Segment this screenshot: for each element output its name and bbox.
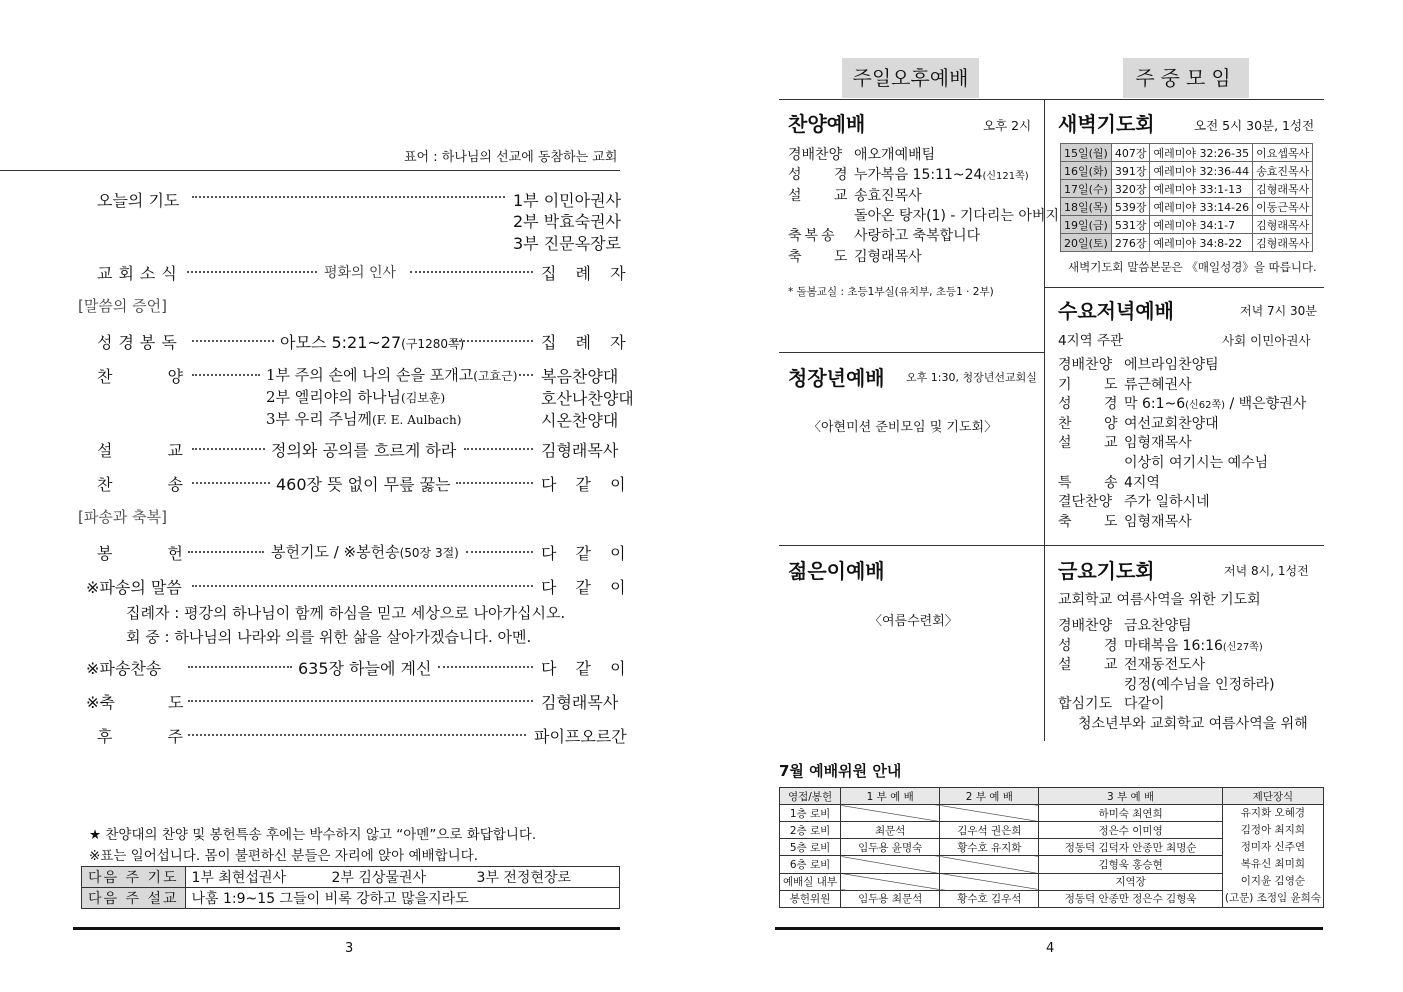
row-value xyxy=(1124,674,1275,694)
divider xyxy=(779,352,1044,353)
next-prayer-cell xyxy=(185,867,619,888)
next-sermon-label: 다음 주 설교 xyxy=(82,888,186,909)
duty-names: 황수호 김우석 xyxy=(940,890,1039,907)
dawn-text: 예레미야 34:8-22 xyxy=(1150,234,1253,252)
row-value-text: 사랑하고 축복합니다 xyxy=(854,228,981,245)
row-value-text: 다같이 xyxy=(1124,696,1165,713)
row-value-page: (신62쪽) xyxy=(1185,400,1226,412)
dots xyxy=(192,340,274,342)
row-value-text: 킹정(예수님을 인정하라) xyxy=(1124,676,1275,693)
row-key: 합심기도 xyxy=(1058,696,1113,713)
dawn-row xyxy=(1061,198,1313,216)
row-value xyxy=(854,225,980,245)
altar-cell xyxy=(1222,805,1323,908)
bottom-rule xyxy=(73,927,620,930)
row-value xyxy=(1124,472,1160,492)
dawn-preacher: 송효진목사 xyxy=(1253,162,1313,180)
dawn-prayer-title: 새벽기도회 xyxy=(1058,112,1155,136)
dawn-hymn: 320장 xyxy=(1111,180,1150,198)
duty-place: 5층 로비 xyxy=(780,839,841,856)
row-value-text: 에브라임찬양팀 xyxy=(1124,357,1219,373)
praise-worship-time: 오후 2시 xyxy=(983,118,1032,133)
row-value xyxy=(854,144,935,164)
praise-r3: 시온찬양대 xyxy=(541,411,619,430)
section-word: [말씀의 증언] xyxy=(78,297,167,315)
row-value xyxy=(854,246,922,266)
wed-worship-time: 저녁 7시 30분 xyxy=(1240,304,1317,318)
dawn-text: 예레미야 34:1-7 xyxy=(1150,216,1253,234)
postlude-right: 파이프오르간 xyxy=(534,727,627,746)
row-value xyxy=(1124,635,1263,655)
top-rule xyxy=(0,170,620,171)
row-value-text: 여선교회찬양대 xyxy=(1124,415,1219,432)
praise-l2-composer: (김보훈) xyxy=(401,391,446,405)
praise-label: 찬 양 xyxy=(97,367,183,386)
fri-prayer-title: 금요기도회 xyxy=(1058,559,1155,583)
offering-right: 다 같 이 xyxy=(541,544,626,563)
bless-right: 김형래목사 xyxy=(541,693,619,712)
send-word-label: ※파송의 말씀 xyxy=(86,578,182,597)
row-value-text: 4지역 xyxy=(1124,474,1160,491)
dawn-date: 20일(토) xyxy=(1061,234,1112,252)
send-hymn-title: 635장 하늘에 계신 xyxy=(298,659,432,678)
offering-hymn-no: (50장 3절) xyxy=(399,546,459,560)
next-prayer-1: 1부 최현섭권사 xyxy=(191,870,287,886)
dawn-preacher: 김형래목사 xyxy=(1253,216,1313,234)
duty-names xyxy=(940,805,1039,822)
dawn-preacher: 김형래목사 xyxy=(1253,180,1313,198)
liturgy-congregation: 회 중 : 하나님의 나라와 의를 위한 삶을 살아가겠습니다. 아멘. xyxy=(126,628,532,646)
row-key: 성 경 xyxy=(788,167,851,184)
row-value-extra: / 백은향권사 xyxy=(1225,396,1307,413)
row-value-text: 돌아온 탕자(1) - 기다리는 아버지 xyxy=(854,207,1059,224)
praise-r1: 복음찬양대 xyxy=(541,367,619,386)
news-right: 집 례 자 xyxy=(541,264,626,283)
row-value-text: 애오개예배팀 xyxy=(854,147,936,163)
bless-label: ※축 도 xyxy=(86,693,184,712)
duty-names: 정동덕 안종만 정은수 김형욱 xyxy=(1039,890,1222,907)
dawn-note: 새벽기도회 말씀본문은 《매일성경》을 따릅니다. xyxy=(1068,260,1317,274)
duty-names: 임두용 최문석 xyxy=(841,890,940,907)
dots xyxy=(188,551,264,553)
dawn-row xyxy=(1061,144,1313,162)
dawn-date: 16일(화) xyxy=(1061,162,1112,180)
row-key: 경배찬양 xyxy=(788,147,843,163)
dots xyxy=(438,666,533,668)
dawn-schedule-table xyxy=(1060,143,1313,252)
row-value xyxy=(1124,413,1219,433)
dawn-row xyxy=(1061,162,1313,180)
wed-worship-title: 수요저녁예배 xyxy=(1058,299,1174,323)
section-send: [파송과 축복] xyxy=(78,508,167,526)
dawn-row xyxy=(1061,216,1313,234)
row-value-text: 임형재목사 xyxy=(1124,435,1192,452)
offering-label: 봉 헌 xyxy=(97,544,183,563)
row-value xyxy=(1124,511,1192,531)
duty-names xyxy=(940,856,1039,873)
row-key: 성 경 xyxy=(1058,396,1121,413)
prayer-2: 2부 박효숙권사 xyxy=(513,212,622,231)
dawn-text: 예레미야 32:26-35 xyxy=(1150,144,1253,162)
duty-names xyxy=(841,856,940,873)
duty-names xyxy=(940,873,1039,890)
scripture-page: (구1280쪽) xyxy=(401,337,465,351)
sermon-label: 설 교 xyxy=(97,441,183,460)
next-prayer-3: 3부 전정현장로 xyxy=(476,870,572,886)
sermon-right: 김형래목사 xyxy=(541,441,619,460)
next-sermon-text: 나훔 1:9~15 그들이 비록 강하고 많을지라도 xyxy=(185,888,619,909)
duty-names: 하미숙 최연희 xyxy=(1039,805,1222,822)
dawn-row xyxy=(1061,234,1313,252)
duty-header: 1 부 예 배 xyxy=(841,788,940,805)
dots xyxy=(410,271,533,273)
prayer-label: 오늘의 기도 xyxy=(97,191,180,210)
hymn-title: 460장 뜻 없이 무릎 꿇는 xyxy=(276,475,451,494)
tab-sunday-afternoon: 주일오후예배 xyxy=(842,58,979,98)
row-key: 결단찬양 xyxy=(1058,494,1113,511)
bottom-rule xyxy=(775,927,1323,930)
row-value xyxy=(1124,452,1268,472)
duty-place: 예배실 내부 xyxy=(780,873,841,890)
duty-names: 정은수 이미영 xyxy=(1039,822,1222,839)
youth-worship-text: 〈아현미션 준비모임 및 기도회〉 xyxy=(808,420,998,435)
duty-place: 2층 로비 xyxy=(780,822,841,839)
row-value xyxy=(1124,374,1192,394)
praise-l2 xyxy=(266,386,445,407)
row-value-text: 누가복음 15:11~24 xyxy=(854,167,983,184)
dots xyxy=(188,734,526,736)
row-value xyxy=(854,205,1059,225)
row-value-text: 송효진목사 xyxy=(854,187,922,204)
young-worship-text: 〈여름수련회〉 xyxy=(869,614,958,629)
dawn-text: 예레미야 33:14-26 xyxy=(1150,198,1253,216)
row-value-text: 전재동전도사 xyxy=(1124,657,1206,674)
fri-prayer-time: 저녁 8시, 1성전 xyxy=(1224,564,1309,578)
scripture-label: 성경봉독 xyxy=(97,333,183,352)
dots xyxy=(192,482,270,484)
dawn-preacher: 이동근목사 xyxy=(1253,198,1313,216)
duty-header: 3 부 예 배 xyxy=(1039,788,1222,805)
duty-place: 6층 로비 xyxy=(780,856,841,873)
postlude-label: 후 주 xyxy=(97,727,183,746)
duty-header: 제단장식 xyxy=(1222,788,1323,805)
page-number: 4 xyxy=(1046,941,1055,956)
dots xyxy=(519,374,533,376)
duty-names: 김우석 권은희 xyxy=(940,822,1039,839)
page-number: 3 xyxy=(345,941,354,956)
news-mid: 평화의 인사 xyxy=(324,265,397,281)
altar-name: 유지화 오혜경 xyxy=(1240,807,1305,819)
send-word-right: 다 같 이 xyxy=(541,578,626,597)
next-prayer-2: 2부 김상물권사 xyxy=(331,870,427,886)
dawn-row xyxy=(1061,180,1313,198)
dawn-date: 18일(목) xyxy=(1061,198,1112,216)
duty-table xyxy=(779,787,1324,908)
row-key: 찬 양 xyxy=(1058,415,1121,432)
row-value xyxy=(1124,654,1205,674)
row-value-text: 이상히 여기시는 예수님 xyxy=(1124,455,1269,471)
row-value xyxy=(1124,491,1210,511)
row-key: 특 송 xyxy=(1058,474,1121,491)
hymn-right: 다 같 이 xyxy=(541,475,626,494)
duty-header: 2 부 예 배 xyxy=(940,788,1039,805)
youth-worship-time: 오후 1:30, 청장년선교회실 xyxy=(906,371,1037,384)
youth-worship-title: 청장년예배 xyxy=(788,366,885,390)
row-value xyxy=(1124,615,1192,635)
scripture-text: 아모스 5:21~27 xyxy=(280,333,402,352)
dots xyxy=(188,700,533,702)
column-divider xyxy=(1044,99,1045,741)
dawn-preacher: 이요셉목사 xyxy=(1253,144,1313,162)
duty-names: 임두용 윤명숙 xyxy=(841,839,940,856)
praise-l3-text: 3부 우리 주님께 xyxy=(266,410,373,428)
dawn-hymn: 407장 xyxy=(1111,144,1150,162)
fri-subtitle: 교회학교 여름사역을 위한 기도회 xyxy=(1058,592,1261,608)
dawn-text: 예레미야 33:1-13 xyxy=(1150,180,1253,198)
row-value xyxy=(1124,393,1306,413)
dots xyxy=(466,551,533,553)
motto: 표어 : 하나님의 선교에 동참하는 교회 xyxy=(404,150,618,165)
row-value xyxy=(1124,693,1165,713)
scripture-mid xyxy=(280,330,464,353)
divider xyxy=(779,545,1324,546)
prayer-3: 3부 진문옥장로 xyxy=(513,234,622,253)
care-note: * 돌봄교실 : 초등1부실(유치부, 초등1 · 2부) xyxy=(788,286,994,298)
row-value xyxy=(1124,432,1192,452)
duty-names: 정동덕 김덕자 안종만 최명순 xyxy=(1039,839,1222,856)
praise-l2-text: 2부 엘리야의 하나님 xyxy=(266,388,402,406)
row-value xyxy=(1124,354,1219,374)
liturgy-leader: 집례자 : 평강의 하나님이 함께 하심을 믿고 세상으로 나아가십시오. xyxy=(126,604,566,622)
row-value xyxy=(854,185,922,205)
duty-names: 지역장 xyxy=(1039,873,1222,890)
duty-names: 황수호 유지화 xyxy=(940,839,1039,856)
duty-header: 영접/봉헌 xyxy=(780,788,841,805)
duty-names xyxy=(841,805,940,822)
tab-weekday: 주중모임 xyxy=(1123,58,1249,98)
dots xyxy=(192,196,505,198)
row-key: 기 도 xyxy=(1058,376,1121,393)
dawn-date: 15일(월) xyxy=(1061,144,1112,162)
row-key: 축 도 xyxy=(1058,513,1121,530)
praise-l3-composer: (F. E. Aulbach) xyxy=(372,413,462,427)
row-value xyxy=(1078,713,1308,733)
dawn-date: 17일(수) xyxy=(1061,180,1112,198)
news-label: 교회소식 xyxy=(97,264,183,283)
praise-l1-composer: (고효근) xyxy=(473,369,518,383)
praise-l1 xyxy=(266,364,517,385)
duty-row xyxy=(780,805,1324,822)
duty-place: 1층 로비 xyxy=(780,805,841,822)
dots xyxy=(464,448,533,450)
dawn-date: 19일(금) xyxy=(1061,216,1112,234)
row-value-page: (신27쪽) xyxy=(1222,641,1263,653)
row-value-page: (신121쪽) xyxy=(982,171,1029,183)
offering-text: 봉헌기도 / ※봉헌송 xyxy=(271,543,400,561)
duty-names: 김형욱 홍승현 xyxy=(1039,856,1222,873)
altar-name: (고문) 조정임 윤희숙 xyxy=(1224,892,1321,904)
dots xyxy=(192,585,533,587)
dawn-hymn: 531장 xyxy=(1111,216,1150,234)
scripture-right: 집 례 자 xyxy=(541,333,626,352)
note-applause: ★ 찬양대의 찬양 및 봉헌특송 후에는 박수하지 않고 “아멘”으로 화답합니다. xyxy=(89,827,537,843)
dawn-text: 예레미야 32:36-44 xyxy=(1150,162,1253,180)
dots xyxy=(192,448,265,450)
row-value xyxy=(854,164,1029,184)
row-value-text: 임형재목사 xyxy=(1124,513,1192,530)
duty-names: 최문석 xyxy=(841,822,940,839)
row-key: 설 교 xyxy=(1058,435,1121,452)
row-key: 축 도 xyxy=(788,248,851,265)
dawn-hymn: 539장 xyxy=(1111,198,1150,216)
sermon-title: 정의와 공의를 흐르게 하라 xyxy=(271,441,457,460)
wed-host: 4지역 주관 xyxy=(1058,333,1124,349)
offering-mid xyxy=(271,541,459,562)
row-key: 축복송 xyxy=(788,228,838,245)
row-value-text: 금요찬양팀 xyxy=(1124,618,1192,634)
note-stand: ※표는 일어섭니다. 몸이 불편하신 분들은 자리에 앉아 예배합니다. xyxy=(89,848,478,864)
altar-name: 김정아 최지희 xyxy=(1240,824,1305,836)
altar-name: 이지윤 김영순 xyxy=(1240,875,1305,887)
dawn-prayer-time: 오전 5시 30분, 1성전 xyxy=(1194,118,1315,133)
next-prayer-label: 다음 주 기도 xyxy=(82,867,186,888)
dots xyxy=(456,482,533,484)
row-key: 경배찬양 xyxy=(1058,618,1113,634)
hymn-label: 찬 송 xyxy=(97,475,183,494)
divider xyxy=(1044,287,1324,288)
praise-l3 xyxy=(266,408,461,429)
dots xyxy=(187,271,317,273)
praise-worship-title: 찬양예배 xyxy=(788,112,866,136)
wed-moderator: 사회 이민아권사 xyxy=(1222,333,1311,348)
row-value-text: 류근혜권사 xyxy=(1124,376,1192,393)
duty-names xyxy=(841,873,940,890)
row-value-text: 김형래목사 xyxy=(854,248,922,265)
duty-place: 봉헌위원 xyxy=(780,890,841,907)
duty-header-row xyxy=(780,788,1324,805)
altar-name: 정미자 신주연 xyxy=(1240,841,1305,853)
duty-title: 7월 예배위원 안내 xyxy=(779,762,902,780)
dawn-preacher: 김형래목사 xyxy=(1253,234,1313,252)
altar-name: 복유신 최미희 xyxy=(1240,858,1305,870)
row-value-text: 마태복음 16:16 xyxy=(1124,637,1223,654)
praise-r2: 호산나찬양대 xyxy=(541,389,634,408)
row-value-text: 주가 일하시네 xyxy=(1124,494,1210,511)
row-value-text: 막 6:1~6 xyxy=(1124,396,1186,413)
dawn-hymn: 391장 xyxy=(1111,162,1150,180)
send-hymn-right: 다 같 이 xyxy=(541,659,626,678)
prayer-1: 1부 이민아권사 xyxy=(513,191,622,210)
row-key: 경배찬양 xyxy=(1058,357,1113,373)
young-worship-title: 젊은이예배 xyxy=(788,559,885,583)
dawn-hymn: 276장 xyxy=(1111,234,1150,252)
row-key: 성 경 xyxy=(1058,637,1121,654)
top-rule xyxy=(779,99,1324,100)
row-value-text: 청소년부와 교회학교 여름사역을 위해 xyxy=(1078,716,1308,732)
send-hymn-label: ※파송찬송 xyxy=(86,659,162,678)
dots xyxy=(192,374,260,376)
dots xyxy=(452,340,533,342)
dots xyxy=(188,666,292,668)
next-week-table xyxy=(81,866,620,909)
row-key: 설 교 xyxy=(1058,657,1121,674)
row-key: 설 교 xyxy=(788,187,851,204)
praise-l1-text: 1부 주의 손에 나의 손을 포개고 xyxy=(266,366,474,384)
